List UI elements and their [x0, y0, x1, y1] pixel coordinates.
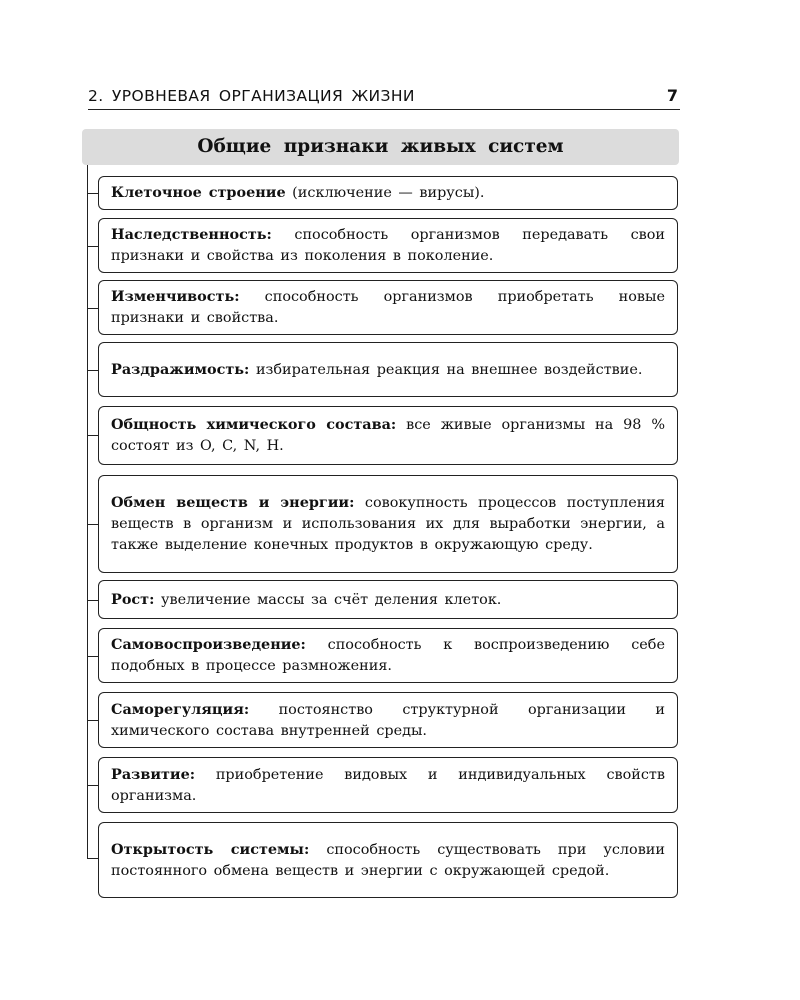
feature-box-cell-structure	[98, 176, 678, 210]
feature-text	[111, 359, 665, 381]
feature-text	[111, 839, 665, 882]
feature-term: Рост:	[111, 590, 155, 608]
connector-line	[87, 308, 98, 309]
feature-description: способность к воспроизведению себе подобных в процессе размножения.	[111, 637, 665, 674]
feature-term: Развитие:	[111, 765, 196, 783]
feature-term: Наследственность:	[111, 226, 272, 243]
connector-line	[87, 720, 98, 721]
section-title: 2. УРОВНЕВАЯ ОРГАНИЗАЦИЯ ЖИЗНИ	[88, 87, 415, 105]
feature-term: Саморегуляция:	[111, 700, 250, 718]
feature-box-open-system	[98, 822, 678, 898]
feature-box-irritability	[98, 342, 678, 397]
connector-line	[87, 785, 98, 786]
feature-text	[111, 286, 665, 329]
feature-text	[111, 699, 665, 742]
feature-description: избирательная реакция на внешнее воздействие.	[249, 361, 643, 378]
feature-text	[111, 414, 665, 457]
connector-line	[87, 524, 98, 525]
feature-term: Раздражимость:	[111, 360, 250, 378]
feature-text	[111, 589, 665, 611]
feature-description: все живые организмы на 98 % состоят из O, C, N, H.	[111, 417, 665, 454]
feature-box-reproduction	[98, 628, 678, 683]
feature-text	[111, 182, 665, 204]
connector-line	[87, 193, 98, 194]
feature-box-self-regulation	[98, 692, 678, 748]
feature-description: способность организмов приобретать новые признаки и свойства.	[111, 289, 665, 326]
tree-spine-line	[87, 165, 88, 858]
main-heading: Общие признаки живых систем	[82, 129, 679, 165]
feature-term: Обмен веществ и энергии:	[111, 494, 355, 511]
connector-line	[87, 858, 98, 859]
feature-text	[111, 224, 665, 267]
feature-text	[111, 634, 665, 677]
feature-description: совокупность процессов поступления веществ в организм и использования их для выработки энергии, а также выделение конечных продуктов в окружающую среду.	[111, 495, 665, 553]
feature-box-chemical-composition	[98, 406, 678, 465]
feature-box-metabolism	[98, 475, 678, 573]
feature-description: способность существовать при условии постоянного обмена веществ и энергии с окружающей средой.	[111, 841, 665, 879]
feature-description: приобретение видовых и индивидуальных свойств организма.	[111, 766, 665, 804]
feature-box-heredity	[98, 218, 678, 273]
connector-line	[87, 246, 98, 247]
connector-line	[87, 370, 98, 371]
feature-box-variability	[98, 280, 678, 335]
feature-box-development	[98, 757, 678, 813]
page-number: 7	[666, 86, 678, 105]
feature-term: Клеточное строение	[111, 184, 286, 201]
connector-line	[87, 656, 98, 657]
feature-description: способность организмов передавать свои признаки и свойства из поколения в поколение.	[111, 227, 665, 264]
feature-text	[111, 492, 665, 556]
feature-description: постоянство структурной организации и химического состава внутренней среды.	[111, 701, 665, 739]
feature-text	[111, 764, 665, 807]
feature-term: Изменчивость:	[111, 288, 240, 305]
feature-description: (исключение — вирусы).	[285, 185, 485, 201]
feature-term: Общность химического состава:	[111, 416, 397, 433]
connector-line	[87, 435, 98, 436]
feature-term: Самовоспроизведение:	[111, 636, 306, 653]
connector-line	[87, 600, 98, 601]
running-head	[88, 84, 680, 110]
feature-term: Открытость системы:	[111, 840, 310, 858]
feature-description: увеличение массы за счёт деления клеток.	[154, 591, 502, 608]
feature-box-growth	[98, 580, 678, 619]
